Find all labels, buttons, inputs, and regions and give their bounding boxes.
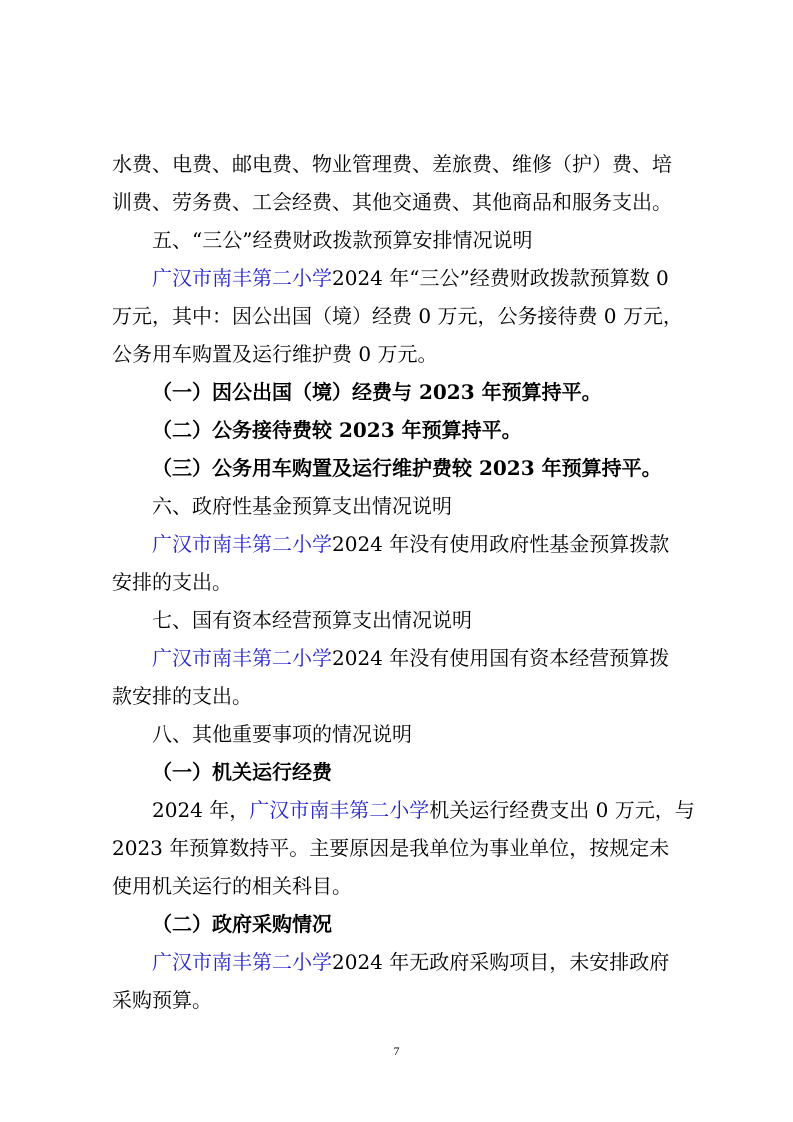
section-heading: 五、“三公”经费财政拨款预算安排情况说明 <box>152 228 533 252</box>
school-name: 广汉市南丰第二小学 <box>152 646 332 670</box>
subheading: （二）政府采购情况 <box>152 912 332 936</box>
body-line: 万元，其中：因公出国（境）经费 0 万元，公务接待费 0 万元， <box>112 304 683 328</box>
body-line: 公务用车购置及运行维护费 0 万元。 <box>112 342 438 366</box>
page-number: 7 <box>393 1044 400 1058</box>
school-name: 广汉市南丰第二小学 <box>152 950 332 974</box>
school-name: 广汉市南丰第二小学 <box>249 798 430 822</box>
body-line: 广汉市南丰第二小学2024 年“三公”经费财政拨款预算数 0 <box>152 266 669 290</box>
body-line: 水费、电费、邮电费、物业管理费、差旅费、维修（护）费、培 <box>112 152 672 176</box>
subheading: （一）机关运行经费 <box>152 760 332 784</box>
school-name: 广汉市南丰第二小学 <box>152 532 332 556</box>
subheading: （一）因公出国（境）经费与 2023 年预算持平。 <box>152 380 602 404</box>
body-line: 训费、劳务费、工会经费、其他交通费、其他商品和服务支出。 <box>112 190 672 214</box>
subheading: （二）公务接待费较 2023 年预算持平。 <box>152 418 522 442</box>
body-line: 安排的支出。 <box>112 570 232 594</box>
body-line: 广汉市南丰第二小学2024 年没有使用政府性基金预算拨款 <box>152 532 670 556</box>
school-name: 广汉市南丰第二小学 <box>152 266 332 290</box>
section-heading: 六、政府性基金预算支出情况说明 <box>152 494 452 518</box>
subheading: （三）公务用车购置及运行维护费较 2023 年预算持平。 <box>152 456 662 480</box>
section-heading: 七、国有资本经营预算支出情况说明 <box>152 608 472 632</box>
body-line: 采购预算。 <box>112 988 212 1012</box>
body-line: 广汉市南丰第二小学2024 年无政府采购项目，未安排政府 <box>152 950 670 974</box>
body-line: 广汉市南丰第二小学2024 年没有使用国有资本经营预算拨 <box>152 646 670 670</box>
body-line: 2024 年，广汉市南丰第二小学机关运行经费支出 0 万元，与 <box>152 798 695 822</box>
body-line: 款安排的支出。 <box>112 684 252 708</box>
section-heading: 八、其他重要事项的情况说明 <box>152 722 412 746</box>
body-line: 2023 年预算数持平。主要原因是我单位为事业单位，按规定未 <box>112 836 670 860</box>
body-line: 使用机关运行的相关科目。 <box>112 874 352 898</box>
